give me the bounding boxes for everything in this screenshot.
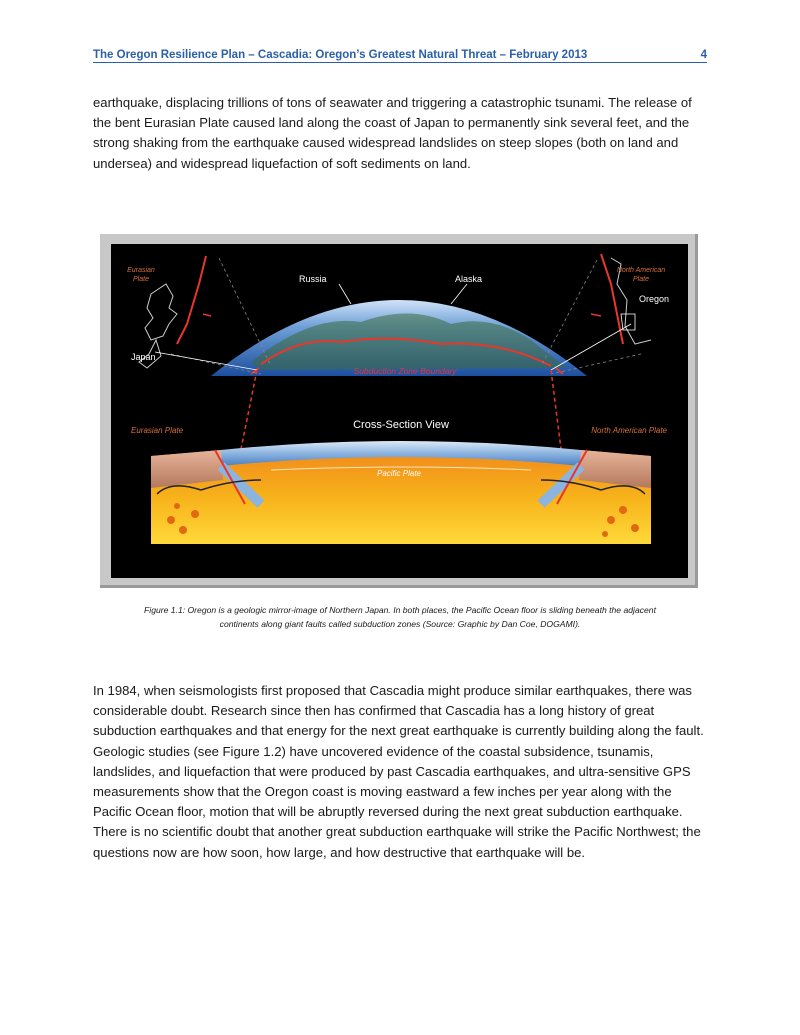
header-title: The Oregon Resilience Plan – Cascadia: Oregon’s Greatest Natural Threat – February 2013 (93, 49, 588, 61)
caption-line-2: continents along giant faults called subduction zones (Source: Graphic by Dan Coe, DOGAMI). (219, 619, 581, 629)
figure-1-1 (111, 244, 688, 578)
label-russia: Russia (299, 274, 327, 284)
paragraph-2: In 1984, when seismologists first proposed that Cascadia might produce similar earthquakes, there was considerable doubt. Research since then has confirmed that Cascadia has a long history of great subduction earthquakes and that energy for the next great earthquake is currently building along the fault. Geologic studies (see Figure 1.2) have uncovered evidence of the coastal subsidence, tsunamis, landslides, and liquefaction that were produced by past Cascadia earthquakes, and ultra-sensitive GPS measurements show that the Oregon coast is moving eastward a few inches per year along with the Pacific Ocean floor, motion that will be abruptly reversed during the next great subduction earthquake. There is no scientific doubt that another great subduction earthquake will strike the Pacific Northwest; the questions now are how soon, how large, and how destructive that earthquake will be. (93, 683, 704, 860)
globe (211, 300, 587, 376)
label-eurasian-map-line1: Eurasian (127, 267, 155, 274)
figure-caption (100, 603, 700, 631)
label-eurasian-map-line2: Plate (133, 276, 149, 283)
label-japan: Japan (131, 352, 156, 362)
cascadia-diagram (111, 244, 688, 578)
label-alaska: Alaska (455, 274, 483, 284)
paragraph-1: earthquake, displacing trillions of tons of seawater and triggering a catastrophic tsunami. The release of the bent Eurasian Plate caused land along the coast of Japan to permanently sink several feet, and the strong shaking from the earthquake caused widespread landslides on steep slopes (both on land and undersea) and widespread liquefaction of soft sediments on land. (93, 95, 692, 171)
label-oregon: Oregon (639, 294, 670, 304)
label-eurasian-plate: Eurasian Plate (131, 426, 184, 435)
label-north-american-map-line2: Plate (633, 276, 649, 283)
cross-section (151, 441, 651, 544)
label-subduction-zone-boundary: Subduction Zone Boundary (353, 366, 457, 376)
running-header (93, 49, 707, 63)
page-number: 4 (700, 49, 707, 61)
label-cross-section-view: Cross-Section View (353, 419, 449, 431)
label-north-american-map-line1: North American (616, 267, 666, 274)
label-north-american-plate: North American Plate (591, 426, 667, 435)
caption-line-1: Figure 1.1: Oregon is a geologic mirror-image of Northern Japan. In both places, the Pacific Ocean floor is sliding beneath the adjacent (144, 605, 656, 615)
label-pacific-plate: Pacific Plate (376, 469, 422, 478)
